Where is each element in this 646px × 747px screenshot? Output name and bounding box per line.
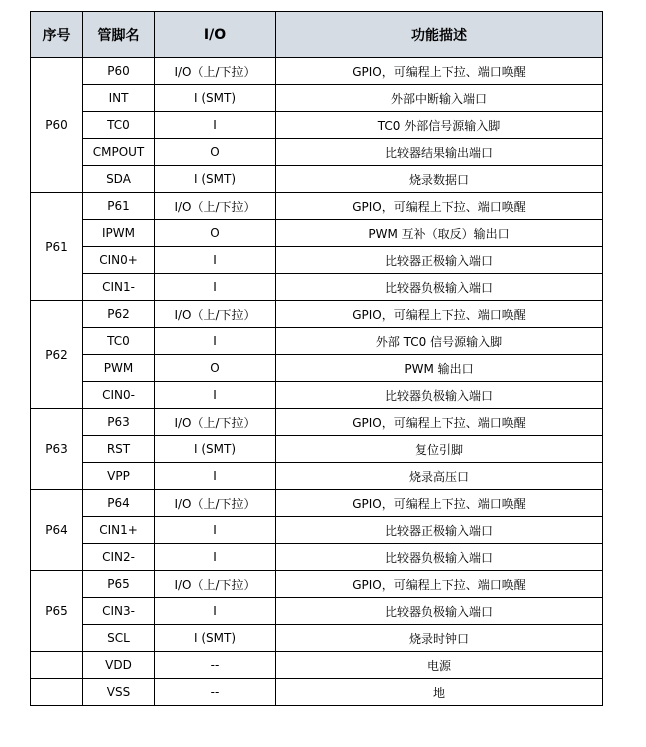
function-cell: 电源 [276, 652, 603, 679]
function-cell: PWM 互补（取反）输出口 [276, 220, 603, 247]
pin-function-table [30, 11, 603, 706]
function-cell: GPIO，可编程上下拉、端口唤醒 [276, 301, 603, 328]
io-cell: I [155, 247, 276, 274]
table-row [31, 301, 603, 328]
pin-group-label [31, 679, 83, 706]
function-cell: 复位引脚 [276, 436, 603, 463]
function-cell: GPIO，可编程上下拉、端口唤醒 [276, 571, 603, 598]
table-row [31, 328, 603, 355]
function-cell: 地 [276, 679, 603, 706]
pin-group-label: P61 [31, 193, 83, 301]
io-cell: I [155, 274, 276, 301]
io-cell: I (SMT) [155, 166, 276, 193]
pin-name-cell: PWM [83, 355, 155, 382]
function-cell: 外部 TC0 信号源输入脚 [276, 328, 603, 355]
table-row [31, 517, 603, 544]
io-cell: I (SMT) [155, 625, 276, 652]
pin-group-label: P63 [31, 409, 83, 490]
pin-group-label: P65 [31, 571, 83, 652]
io-cell: I/O（上/下拉） [155, 571, 276, 598]
pin-name-cell: CIN2- [83, 544, 155, 571]
pin-name-cell: INT [83, 85, 155, 112]
header-io: I/O [155, 12, 276, 58]
table-row [31, 139, 603, 166]
pin-name-cell: P60 [83, 58, 155, 85]
pin-name-cell: IPWM [83, 220, 155, 247]
table-row [31, 679, 603, 706]
pin-name-cell: TC0 [83, 112, 155, 139]
pin-name-cell: VSS [83, 679, 155, 706]
function-cell: 比较器负极输入端口 [276, 544, 603, 571]
function-cell: 烧录高压口 [276, 463, 603, 490]
pin-name-cell: CIN0- [83, 382, 155, 409]
function-cell: 烧录时钟口 [276, 625, 603, 652]
pin-name-cell: VDD [83, 652, 155, 679]
table-row [31, 247, 603, 274]
io-cell: O [155, 220, 276, 247]
table-row [31, 490, 603, 517]
pin-group-label [31, 652, 83, 679]
io-cell: I [155, 382, 276, 409]
function-cell: GPIO，可编程上下拉、端口唤醒 [276, 193, 603, 220]
pin-name-cell: SCL [83, 625, 155, 652]
pin-name-cell: SDA [83, 166, 155, 193]
io-cell: I (SMT) [155, 436, 276, 463]
function-cell: 比较器正极输入端口 [276, 247, 603, 274]
table-body [31, 58, 603, 706]
table-row [31, 220, 603, 247]
table-row [31, 274, 603, 301]
pin-name-cell: P64 [83, 490, 155, 517]
pin-name-cell: VPP [83, 463, 155, 490]
io-cell: I/O（上/下拉） [155, 58, 276, 85]
table-header-row [31, 12, 603, 58]
pin-name-cell: P63 [83, 409, 155, 436]
pin-name-cell: CIN0+ [83, 247, 155, 274]
pin-group-label: P62 [31, 301, 83, 409]
function-cell: 比较器结果输出端口 [276, 139, 603, 166]
io-cell: O [155, 355, 276, 382]
function-cell: PWM 输出口 [276, 355, 603, 382]
io-cell: I [155, 544, 276, 571]
table-row [31, 166, 603, 193]
io-cell: I [155, 463, 276, 490]
table-row [31, 58, 603, 85]
io-cell: -- [155, 679, 276, 706]
table-row [31, 112, 603, 139]
function-cell: 比较器负极输入端口 [276, 274, 603, 301]
pin-name-cell: P61 [83, 193, 155, 220]
function-cell: 烧录数据口 [276, 166, 603, 193]
table-row [31, 193, 603, 220]
header-pin-name: 管脚名 [83, 12, 155, 58]
table-row [31, 463, 603, 490]
table-row [31, 409, 603, 436]
function-cell: 外部中断输入端口 [276, 85, 603, 112]
table-row [31, 544, 603, 571]
io-cell: I [155, 598, 276, 625]
pin-name-cell: P62 [83, 301, 155, 328]
pin-name-cell: CIN1+ [83, 517, 155, 544]
io-cell: I/O（上/下拉） [155, 409, 276, 436]
io-cell: I [155, 517, 276, 544]
table-row [31, 85, 603, 112]
pin-name-cell: CMPOUT [83, 139, 155, 166]
io-cell: -- [155, 652, 276, 679]
io-cell: I/O（上/下拉） [155, 490, 276, 517]
pin-name-cell: CIN1- [83, 274, 155, 301]
io-cell: I/O（上/下拉） [155, 301, 276, 328]
pin-name-cell: TC0 [83, 328, 155, 355]
function-cell: GPIO，可编程上下拉、端口唤醒 [276, 58, 603, 85]
table-row [31, 625, 603, 652]
function-cell: TC0 外部信号源输入脚 [276, 112, 603, 139]
table-row [31, 652, 603, 679]
table-row [31, 571, 603, 598]
table-row [31, 355, 603, 382]
pin-name-cell: P65 [83, 571, 155, 598]
io-cell: O [155, 139, 276, 166]
table-row [31, 598, 603, 625]
function-cell: 比较器负极输入端口 [276, 382, 603, 409]
pin-group-label: P64 [31, 490, 83, 571]
function-cell: GPIO，可编程上下拉、端口唤醒 [276, 409, 603, 436]
pin-name-cell: CIN3- [83, 598, 155, 625]
io-cell: I [155, 112, 276, 139]
table-row [31, 382, 603, 409]
header-index: 序号 [31, 12, 83, 58]
function-cell: 比较器负极输入端口 [276, 598, 603, 625]
pin-group-label: P60 [31, 58, 83, 193]
function-cell: 比较器正极输入端口 [276, 517, 603, 544]
io-cell: I [155, 328, 276, 355]
io-cell: I (SMT) [155, 85, 276, 112]
pin-name-cell: RST [83, 436, 155, 463]
table-row [31, 436, 603, 463]
header-function: 功能描述 [276, 12, 603, 58]
function-cell: GPIO，可编程上下拉、端口唤醒 [276, 490, 603, 517]
io-cell: I/O（上/下拉） [155, 193, 276, 220]
